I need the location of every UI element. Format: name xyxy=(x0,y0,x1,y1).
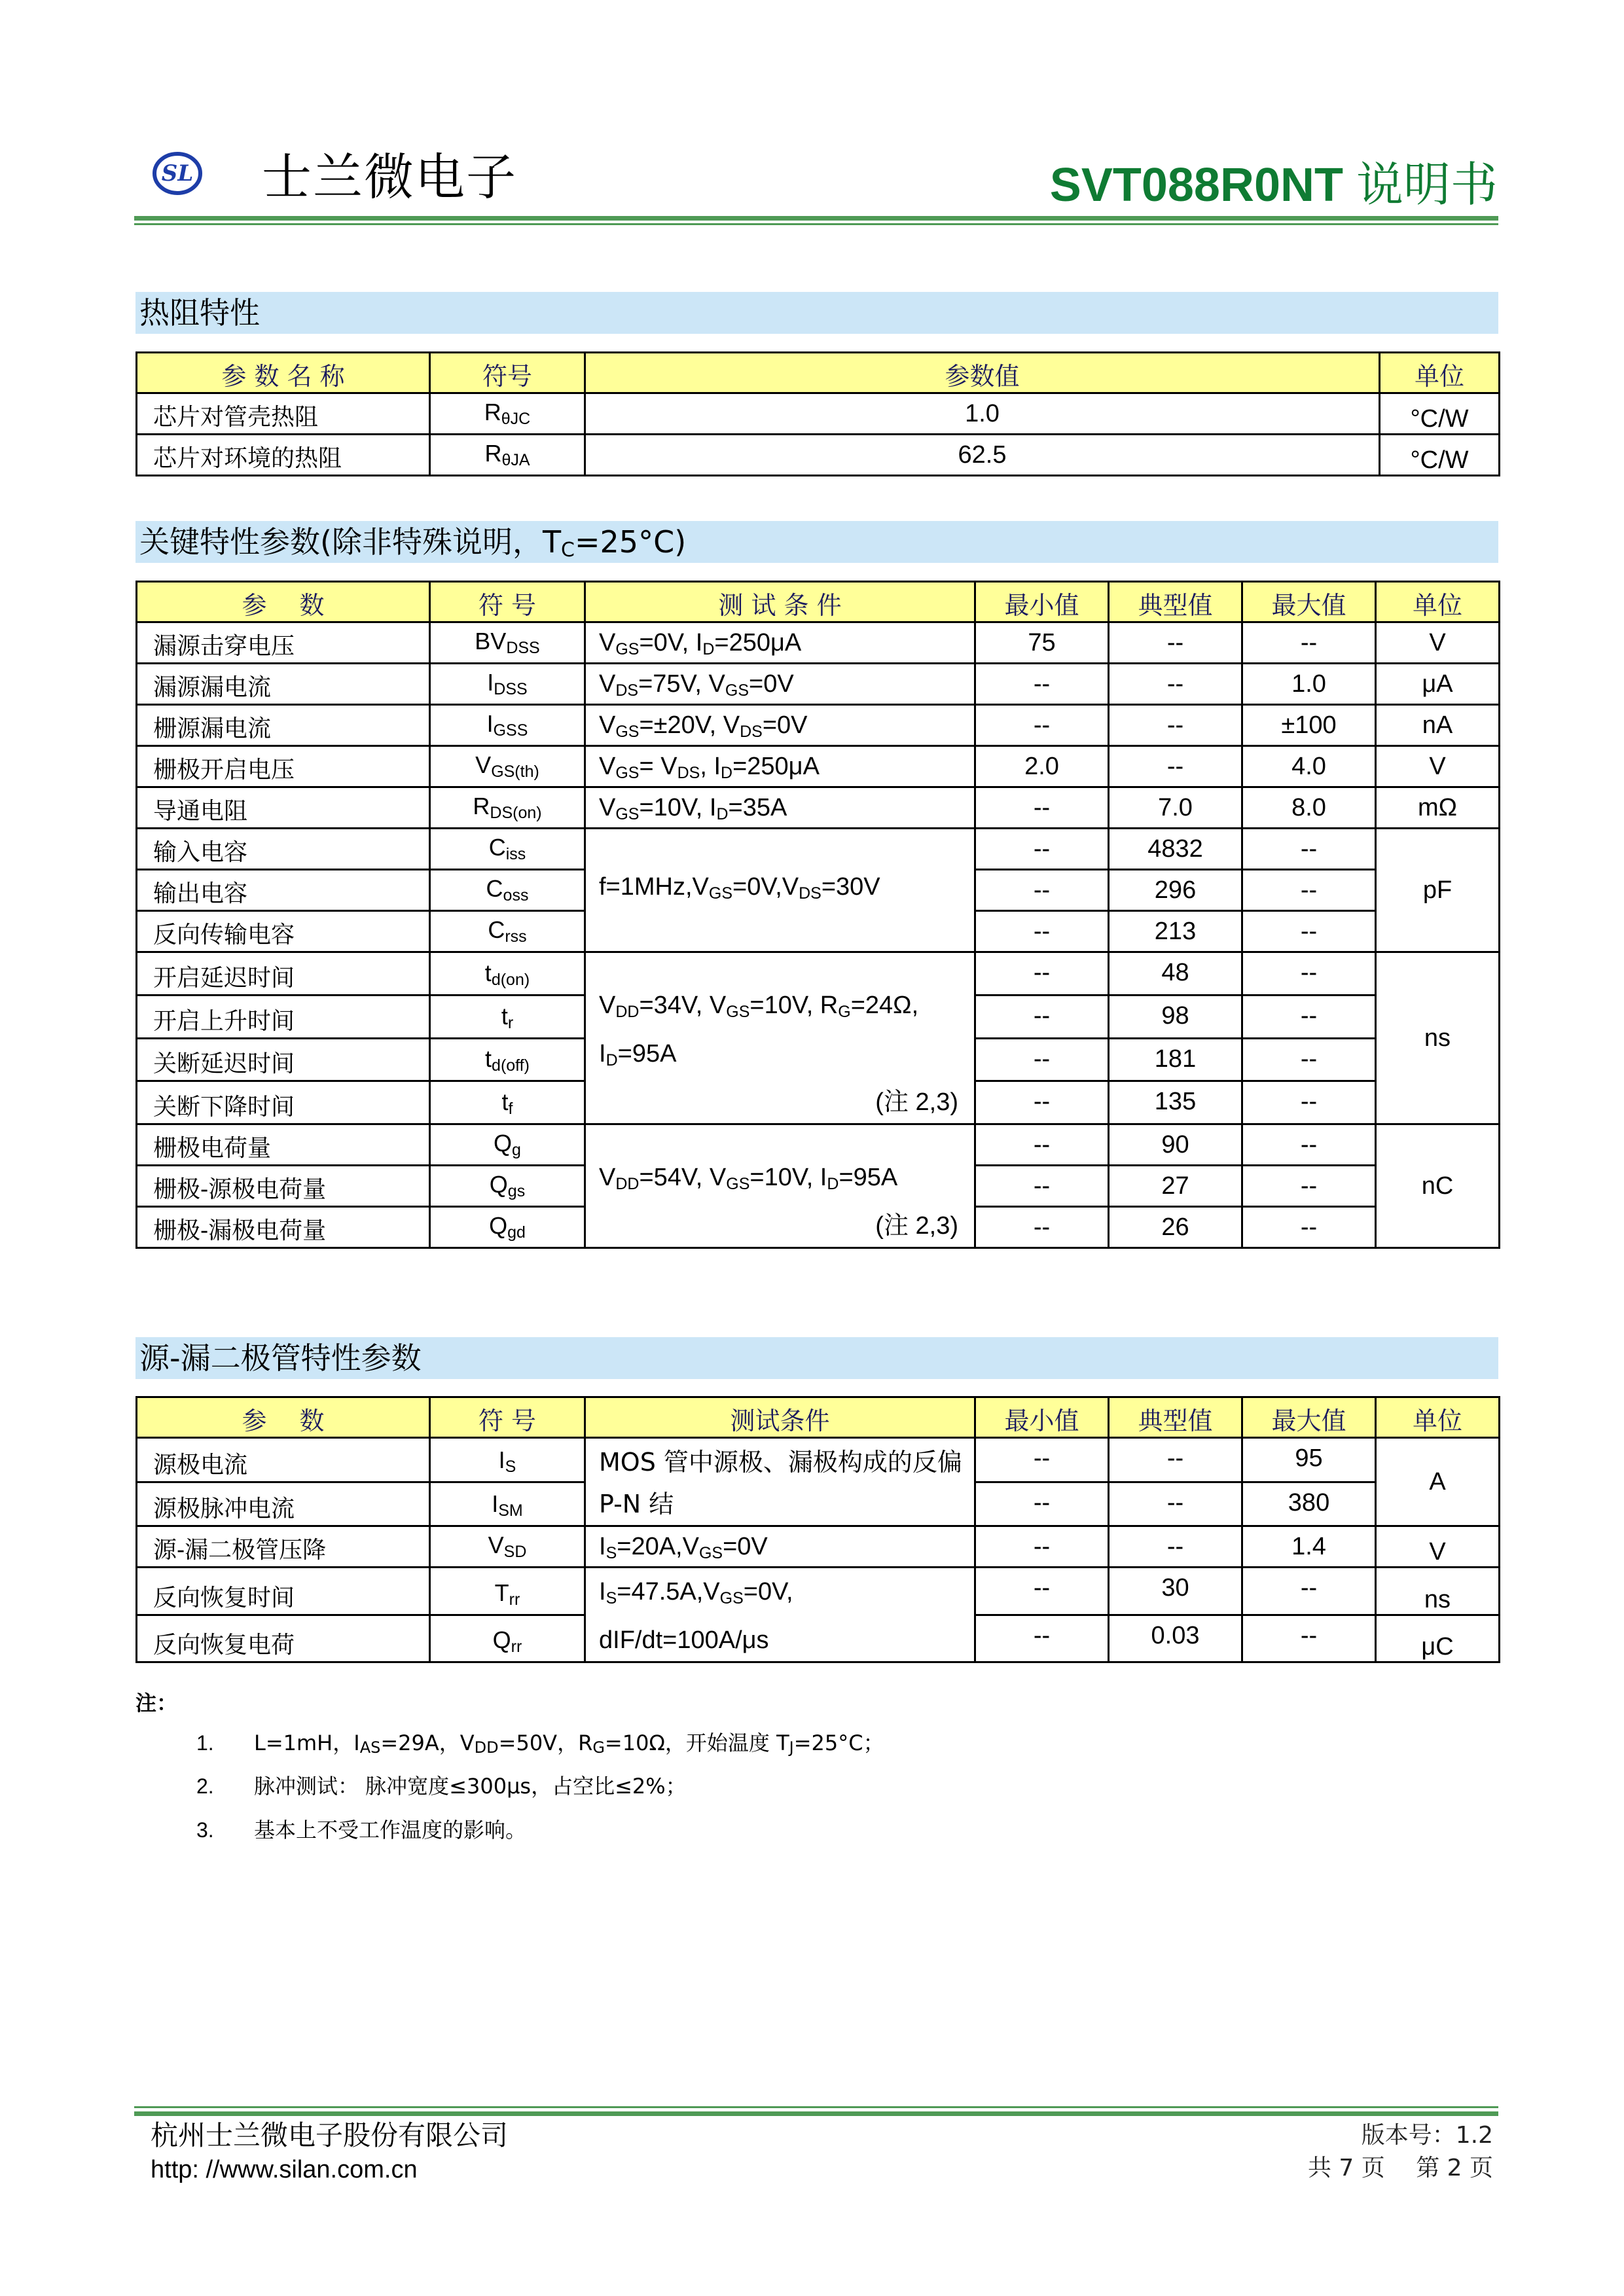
param-name: 栅极-源极电荷量 xyxy=(137,1166,430,1207)
param-unit: A xyxy=(1376,1438,1500,1526)
typ-value: 48 xyxy=(1109,952,1242,996)
col-header: 参 数 xyxy=(137,582,430,622)
param-value: 62.5 xyxy=(585,435,1380,476)
param-symbol: $t_r$ xyxy=(430,995,585,1038)
min-value: 2.0 xyxy=(975,746,1109,787)
param-name: 导通电阻 xyxy=(137,787,430,829)
param-symbol: $Q_{gs}$ xyxy=(430,1166,585,1207)
max-value: ±100 xyxy=(1242,705,1376,746)
max-value: -- xyxy=(1242,1615,1376,1662)
typ-value: 4832 xyxy=(1109,829,1242,870)
param-name: 栅极-漏极电荷量 xyxy=(137,1207,430,1248)
typ-value: 30 xyxy=(1109,1568,1242,1615)
max-value: 1.0 xyxy=(1242,664,1376,705)
col-header: 单位 xyxy=(1380,353,1500,393)
test-condition: MOS 管中源极、漏极构成的反偏 P-N 结 xyxy=(585,1438,975,1526)
param-symbol: $R_{\theta JA}$ xyxy=(430,435,585,476)
footer-version: 版本号：1.2 xyxy=(1361,2122,1493,2149)
thermal-table xyxy=(135,351,1500,476)
table-row xyxy=(137,787,1500,829)
typ-value: 135 xyxy=(1109,1081,1242,1124)
param-symbol: $t_{d(off)}$ xyxy=(430,1038,585,1081)
typ-value: -- xyxy=(1109,622,1242,664)
param-unit: μC xyxy=(1376,1615,1500,1662)
table-row xyxy=(137,393,1500,435)
typ-value: -- xyxy=(1109,746,1242,787)
typ-value: 7.0 xyxy=(1109,787,1242,829)
max-value: -- xyxy=(1242,1081,1376,1124)
footer-rule xyxy=(134,2111,1498,2116)
param-name: 开启上升时间 xyxy=(137,995,430,1038)
param-name: 漏源漏电流 xyxy=(137,664,430,705)
param-unit: ns xyxy=(1376,952,1500,1124)
test-condition: $V_{DD}=54V$, $V_{GS}=10V$, $I_D=95A$ (注 2,3) xyxy=(585,1124,975,1248)
param-symbol: $t_f$ xyxy=(430,1081,585,1124)
min-value: -- xyxy=(975,911,1109,952)
doc-type: 说明书 xyxy=(1356,157,1498,212)
param-unit: pF xyxy=(1376,829,1500,952)
footer-url[interactable]: http: //www.silan.com.cn xyxy=(151,2156,418,2183)
min-value: -- xyxy=(975,1081,1109,1124)
typ-value: 181 xyxy=(1109,1038,1242,1081)
param-symbol: $R_{\theta JC}$ xyxy=(430,393,585,435)
param-name: 漏源击穿电压 xyxy=(137,622,430,664)
test-condition: $V_{GS}=0V$, $I_D=250\mu A$ xyxy=(585,622,975,664)
param-symbol: $BV_{DSS}$ xyxy=(430,622,585,664)
col-header: 测 试 条 件 xyxy=(585,582,975,622)
max-value: 95 xyxy=(1242,1438,1376,1482)
param-symbol: $Q_g$ xyxy=(430,1124,585,1166)
col-header: 最小值 xyxy=(975,582,1109,622)
max-value: -- xyxy=(1242,1038,1376,1081)
max-value: 8.0 xyxy=(1242,787,1376,829)
param-name: 栅源漏电流 xyxy=(137,705,430,746)
max-value: 4.0 xyxy=(1242,746,1376,787)
param-unit: V xyxy=(1376,1526,1500,1568)
col-header: 最大值 xyxy=(1242,582,1376,622)
max-value: -- xyxy=(1242,829,1376,870)
typ-value: 27 xyxy=(1109,1166,1242,1207)
test-condition: $V_{GS}=\pm 20V$, $V_{DS}=0V$ xyxy=(585,705,975,746)
table-row xyxy=(137,1124,1500,1166)
diode-params-table xyxy=(135,1396,1500,1663)
param-name: 源极脉冲电流 xyxy=(137,1482,430,1526)
test-condition: $V_{GS}= V_{DS}$, $I_D=250\mu A$ xyxy=(585,746,975,787)
min-value: -- xyxy=(975,787,1109,829)
test-condition: $V_{GS}=10V$, $I_D=35A$ xyxy=(585,787,975,829)
min-value: -- xyxy=(975,829,1109,870)
min-value: 75 xyxy=(975,622,1109,664)
sl-logo-icon xyxy=(152,148,203,199)
min-value: -- xyxy=(975,1568,1109,1615)
typ-value: -- xyxy=(1109,664,1242,705)
param-value: 1.0 xyxy=(585,393,1380,435)
typ-value: -- xyxy=(1109,1526,1242,1568)
header-rule xyxy=(134,216,1498,221)
param-name: 输出电容 xyxy=(137,870,430,911)
header-rule-thin xyxy=(134,223,1498,225)
param-name: 开启延迟时间 xyxy=(137,952,430,996)
footer-company: 杭州士兰微电子股份有限公司 xyxy=(151,2119,509,2151)
param-symbol: $I_{GSS}$ xyxy=(430,705,585,746)
param-name: 关断延迟时间 xyxy=(137,1038,430,1081)
note-1: 1. L=1mH，IAS=29A，VDD=50V，RG=10Ω，开始温度 TJ=25°C； xyxy=(196,1731,884,1757)
typ-value: 98 xyxy=(1109,995,1242,1038)
param-name: 栅极开启电压 xyxy=(137,746,430,787)
condition-note: (注 2,3) xyxy=(875,1212,958,1240)
param-unit: μA xyxy=(1376,664,1500,705)
table-row xyxy=(137,1526,1500,1568)
param-unit: V xyxy=(1376,746,1500,787)
typ-value: 296 xyxy=(1109,870,1242,911)
table-row xyxy=(137,435,1500,476)
typ-value: 213 xyxy=(1109,911,1242,952)
test-condition: $I_S=20A,V_{GS}=0V$ xyxy=(585,1526,975,1568)
footer-page-count: 共 7 页 第 2 页 xyxy=(1307,2155,1493,2181)
max-value: -- xyxy=(1242,1207,1376,1248)
param-name: 芯片对管壳热阻 xyxy=(137,393,430,435)
typ-value: 0.03 xyxy=(1109,1615,1242,1662)
param-symbol: $C_{oss}$ xyxy=(430,870,585,911)
param-name: 反向恢复时间 xyxy=(137,1568,430,1615)
table-header-row xyxy=(137,353,1500,393)
max-value: -- xyxy=(1242,952,1376,996)
col-header: 最小值 xyxy=(975,1397,1109,1438)
col-header: 符 号 xyxy=(430,582,585,622)
min-value: -- xyxy=(975,1166,1109,1207)
col-header: 参 数 名 称 xyxy=(137,353,430,393)
company-logo xyxy=(152,148,203,199)
param-unit: °C/W xyxy=(1380,435,1500,476)
typ-value: -- xyxy=(1109,1482,1242,1526)
min-value: -- xyxy=(975,995,1109,1038)
max-value: -- xyxy=(1242,1568,1376,1615)
param-name: 源极电流 xyxy=(137,1438,430,1482)
param-symbol: $I_S$ xyxy=(430,1438,585,1482)
company-name: 士兰微电子 xyxy=(262,148,517,206)
key-params-table xyxy=(135,581,1500,1249)
param-symbol: $I_{SM}$ xyxy=(430,1482,585,1526)
param-symbol: $V_{SD}$ xyxy=(430,1526,585,1568)
table-row xyxy=(137,664,1500,705)
typ-value: -- xyxy=(1109,1438,1242,1482)
param-name: 反向传输电容 xyxy=(137,911,430,952)
param-name: 栅极电荷量 xyxy=(137,1124,430,1166)
min-value: -- xyxy=(975,664,1109,705)
min-value: -- xyxy=(975,1615,1109,1662)
min-value: -- xyxy=(975,1438,1109,1482)
param-symbol: $V_{GS(th)}$ xyxy=(430,746,585,787)
col-header: 符 号 xyxy=(430,1397,585,1438)
param-unit: °C/W xyxy=(1380,393,1500,435)
col-header: 测试条件 xyxy=(585,1397,975,1438)
document-title xyxy=(1050,154,1498,215)
condition-note: (注 2,3) xyxy=(875,1088,958,1116)
col-header: 单位 xyxy=(1376,582,1500,622)
min-value: -- xyxy=(975,705,1109,746)
min-value: -- xyxy=(975,1207,1109,1248)
max-value: -- xyxy=(1242,1124,1376,1166)
max-value: -- xyxy=(1242,995,1376,1038)
note-2: 2. 脉冲测试： 脉冲宽度≤300μs，占空比≤2%； xyxy=(196,1774,687,1799)
table-row xyxy=(137,622,1500,664)
param-symbol: $I_{DSS}$ xyxy=(430,664,585,705)
min-value: -- xyxy=(975,1038,1109,1081)
min-value: -- xyxy=(975,1482,1109,1526)
param-unit: nA xyxy=(1376,705,1500,746)
param-name: 关断下降时间 xyxy=(137,1081,430,1124)
param-unit: V xyxy=(1376,622,1500,664)
svg-text:SL: SL xyxy=(161,160,194,187)
table-header-row xyxy=(137,582,1500,622)
param-symbol: $Q_{rr}$ xyxy=(430,1615,585,1662)
footer-rule-thin xyxy=(134,2106,1498,2108)
col-header: 最大值 xyxy=(1242,1397,1376,1438)
col-header: 典型值 xyxy=(1109,582,1242,622)
table-row xyxy=(137,952,1500,996)
min-value: -- xyxy=(975,1124,1109,1166)
max-value: -- xyxy=(1242,622,1376,664)
table-row xyxy=(137,746,1500,787)
notes-label: 注： xyxy=(135,1691,178,1715)
max-value: 1.4 xyxy=(1242,1526,1376,1568)
param-symbol: $C_{rss}$ xyxy=(430,911,585,952)
min-value: -- xyxy=(975,870,1109,911)
param-name: 芯片对环境的热阻 xyxy=(137,435,430,476)
param-unit: ns xyxy=(1376,1568,1500,1615)
max-value: -- xyxy=(1242,870,1376,911)
param-unit: mΩ xyxy=(1376,787,1500,829)
section-key-title: 关键特性参数(除非特殊说明，$T_C=25^\circ C$) xyxy=(135,521,1498,563)
min-value: -- xyxy=(975,952,1109,996)
max-value: -- xyxy=(1242,1166,1376,1207)
param-name: 反向恢复电荷 xyxy=(137,1615,430,1662)
min-value: -- xyxy=(975,1526,1109,1568)
max-value: -- xyxy=(1242,911,1376,952)
table-row xyxy=(137,1568,1500,1615)
test-condition: $V_{DD}=34V$, $V_{GS}=10V$, $R_G=24\Omega$, $I_D=95A$ (注 2,3) xyxy=(585,952,975,1124)
test-condition: $I_S=47.5A,V_{GS}=0V$, dIF/dt=100A/μs xyxy=(585,1568,975,1662)
param-symbol: $t_{d(on)}$ xyxy=(430,952,585,996)
param-symbol: $Q_{gd}$ xyxy=(430,1207,585,1248)
col-header: 单位 xyxy=(1376,1397,1500,1438)
table-row xyxy=(137,1438,1500,1482)
col-header: 参数值 xyxy=(585,353,1380,393)
typ-value: -- xyxy=(1109,705,1242,746)
typ-value: 90 xyxy=(1109,1124,1242,1166)
param-name: 输入电容 xyxy=(137,829,430,870)
max-value: 380 xyxy=(1242,1482,1376,1526)
section-diode-title: 源-漏二极管特性参数 xyxy=(135,1337,1498,1379)
test-condition: $f=1MHz,V_{GS}=0V,V_{DS}=30V$ xyxy=(585,829,975,952)
param-symbol: $T_{rr}$ xyxy=(430,1568,585,1615)
table-row xyxy=(137,705,1500,746)
col-header: 典型值 xyxy=(1109,1397,1242,1438)
table-row xyxy=(137,829,1500,870)
test-condition: $V_{DS}=75V$, $V_{GS}=0V$ xyxy=(585,664,975,705)
param-unit: nC xyxy=(1376,1124,1500,1248)
section-thermal-title: 热阻特性 xyxy=(135,292,1498,334)
param-name: 源-漏二极管压降 xyxy=(137,1526,430,1568)
typ-value: 26 xyxy=(1109,1207,1242,1248)
col-header: 符号 xyxy=(430,353,585,393)
table-header-row xyxy=(137,1397,1500,1438)
param-symbol: $R_{DS(on)}$ xyxy=(430,787,585,829)
param-symbol: $C_{iss}$ xyxy=(430,829,585,870)
col-header: 参 数 xyxy=(137,1397,430,1438)
note-3: 3. 基本上不受工作温度的影响。 xyxy=(196,1818,527,1842)
part-number: SVT088R0NT xyxy=(1049,159,1343,211)
